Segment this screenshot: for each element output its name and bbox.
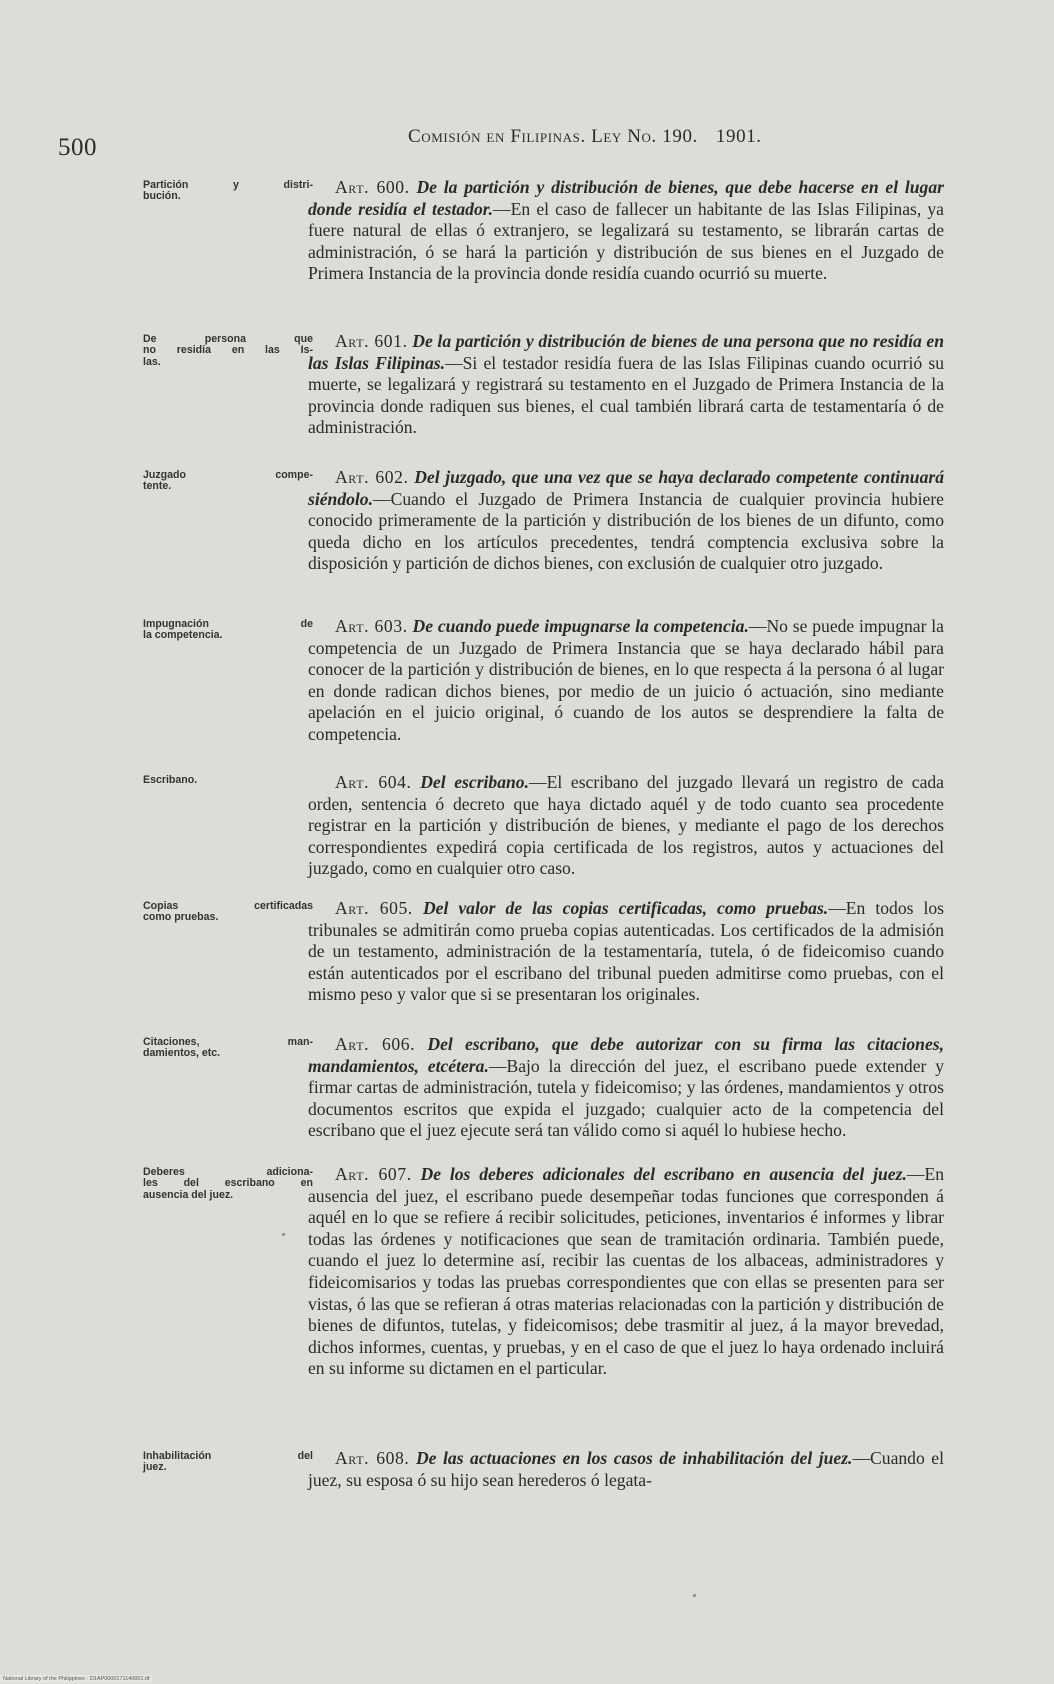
page-number: 500: [58, 134, 97, 161]
article-label: Art. 602.: [335, 467, 409, 487]
article-text: —Bajo la dirección del juez, el escribano puede extender y firmar cartas de administración, tutela y fideicomiso; y las órdenes, mandamientos y otros documentos escritos que expida el juzgado; cualquier acto de la competencia del escribano que el juez ejecute será tan válido como si aquél lo hubiese hecho.: [308, 1055, 945, 1141]
margin-note: Copias certificadas como pruebas.: [143, 900, 313, 924]
article-text: —No se puede impugnar la competencia de un Juzgado de Primera Instancia que se haya declarado hábil para conocer de la partición y distribución de bienes, en lo que respecta á la persona ó al lugar en donde radican dichos bienes, por medio de un juicio ó actuación, sino mediante apelación en el juicio original, ó cuando de los autos se desprendiere la falta de competencia.: [308, 616, 944, 744]
article-607: [308, 1164, 944, 1380]
article-603: [308, 616, 944, 746]
running-head-year: 1901.: [715, 126, 762, 147]
margin-note: Deberes adiciona- les del escribano en ausencia del juez.: [143, 1166, 313, 1201]
article-label: Art. 607.: [335, 1164, 412, 1184]
article-title: Del escribano, que debe autorizar con su firma las citaciones, mandamientos, etcétera.: [308, 1034, 945, 1076]
margin-note: Partición y distri- bución.: [143, 179, 313, 203]
article-title: De la partición y distribución de bienes, que debe hacerse en el lugar donde residía el testador.: [308, 177, 944, 219]
article-text: —En ausencia del juez, el escribano puede desempeñar todas funciones que corresponden á aquél en lo que se refiere á recibir solicitudes, peticiones, inventarios é informes y librar todas las órdenes y notificaciones que sean de tramitación ordinaria. También puede, cuando el juez lo determine así, recibir las cuentas de los albaceas, administradores y fideicomisarios y todas las pruebas correspondientes que con ellas se presenten para ser vistas, ó las que se refieran á otras materias relacionadas con la partición y distribución de bienes de difuntos, tutelas, y fideicomisos; debe trasmitir al juez, á la mayor brevedad, dichos informes, cuentas, y pruebas, y en el caso de que el juez lo haya ordenado incluirá en su informe su dictamen en el particular.: [308, 1164, 944, 1379]
margin-note: Impugnación de la competencia.: [143, 618, 313, 642]
article-label: Art. 601.: [335, 331, 408, 351]
article-title: De las actuaciones en los casos de inhabilitación del juez.: [415, 1448, 853, 1468]
article-text: —El escribano del juzgado llevará un registro de cada orden, sentencia ó decreto que haya dictado aquél y de todo cuanto sea procedente registrar en la partición y distribución de bienes, y mediante el pago de los derechos correspondientes expedirá copia certificada de los registros, autos y actuaciones del juzgado, como en cualquier otro caso.: [308, 772, 944, 879]
article-606: [308, 1034, 944, 1142]
article-605: [308, 898, 944, 1006]
article-label: Art. 600.: [335, 177, 410, 197]
article-text: —Cuando el juez, su esposa ó su hijo sean herederos ó legata-: [308, 1448, 944, 1490]
article-label: Art. 608.: [335, 1448, 410, 1468]
article-title: De la partición y distribución de bienes de una persona que no residía en las Islas Filipinas.: [308, 331, 945, 373]
article-title: Del valor de las copias certificadas, como pruebas.: [422, 898, 829, 918]
article-608: [308, 1448, 944, 1491]
scan-speck: [693, 1594, 696, 1597]
margin-note: Citaciones, man- damientos, etc.: [143, 1036, 313, 1060]
article-label: Art. 603.: [335, 616, 408, 636]
article-text: —Cuando el Juzgado de Primera Instancia de cualquier provincia hubiere conocido primeramente de la partición y distribución de los bienes de un difunto, como queda dicho en los artículos precedentes, tendrá comptencia exclusiva sobre la disposición y partición de dichos bienes, con exclusión de cualquier otro juzgado.: [308, 488, 944, 574]
article-604: [308, 772, 944, 880]
article-text: —En todos los tribunales se admitirán como prueba copias autenticadas. Los certificados de la admisión de un testamento, administración de la testamentaría, tutela, ó de fideicomiso cuando están autenticados por el escribano del tribunal pueden admitirse como pruebas, con el mismo peso y valor que si se presentaran los originales.: [308, 898, 945, 1005]
article-601: [308, 331, 944, 439]
scan-footer: National Library of the Philippines · D1AP0000171140001.tif: [0, 1675, 152, 1683]
margin-note: Inhabilitación del juez.: [143, 1450, 313, 1474]
margin-note: De persona que no residía en las Is- las.: [143, 333, 313, 368]
article-600: [308, 177, 944, 285]
article-label: Art. 604.: [335, 772, 412, 792]
running-head-title: Comisión en Filipinas. Ley No. 190.: [408, 126, 698, 147]
running-head: [408, 126, 762, 148]
margin-note: Escribano.: [143, 774, 198, 786]
article-label: Art. 605.: [335, 898, 413, 918]
article-602: [308, 467, 944, 575]
article-label: Art. 606.: [335, 1034, 416, 1054]
article-title: Del escribano.: [420, 772, 530, 792]
article-title: Del juzgado, que una vez que se haya declarado competente continuará siéndolo.: [308, 467, 945, 509]
article-text: —En el caso de fallecer un habitante de las Islas Filipinas, ya fuere natural de ellas ó extranjero, se legalizará su testamento, se librarán cartas de administración, ó se hará la partición y distribución de sus bienes en el Juzgado de Primera Instancia de la provincia donde residía cuando ocurrió su muerte.: [308, 198, 944, 284]
margin-note: Juzgado compe- tente.: [143, 469, 313, 493]
scan-speck: [282, 1233, 285, 1236]
article-title: De los deberes adicionales del escribano en ausencia del juez.: [420, 1164, 907, 1184]
article-title: De cuando puede impugnarse la competencia.: [412, 616, 749, 636]
article-text: —Si el testador residía fuera de las Islas Filipinas cuando ocurrió su muerte, se legalizará y registrará su testamento en el Juzgado de Primera Instancia de la provincia donde radiquen sus bienes, el cual también librará carta de testamentaría ó de administración.: [308, 352, 945, 438]
